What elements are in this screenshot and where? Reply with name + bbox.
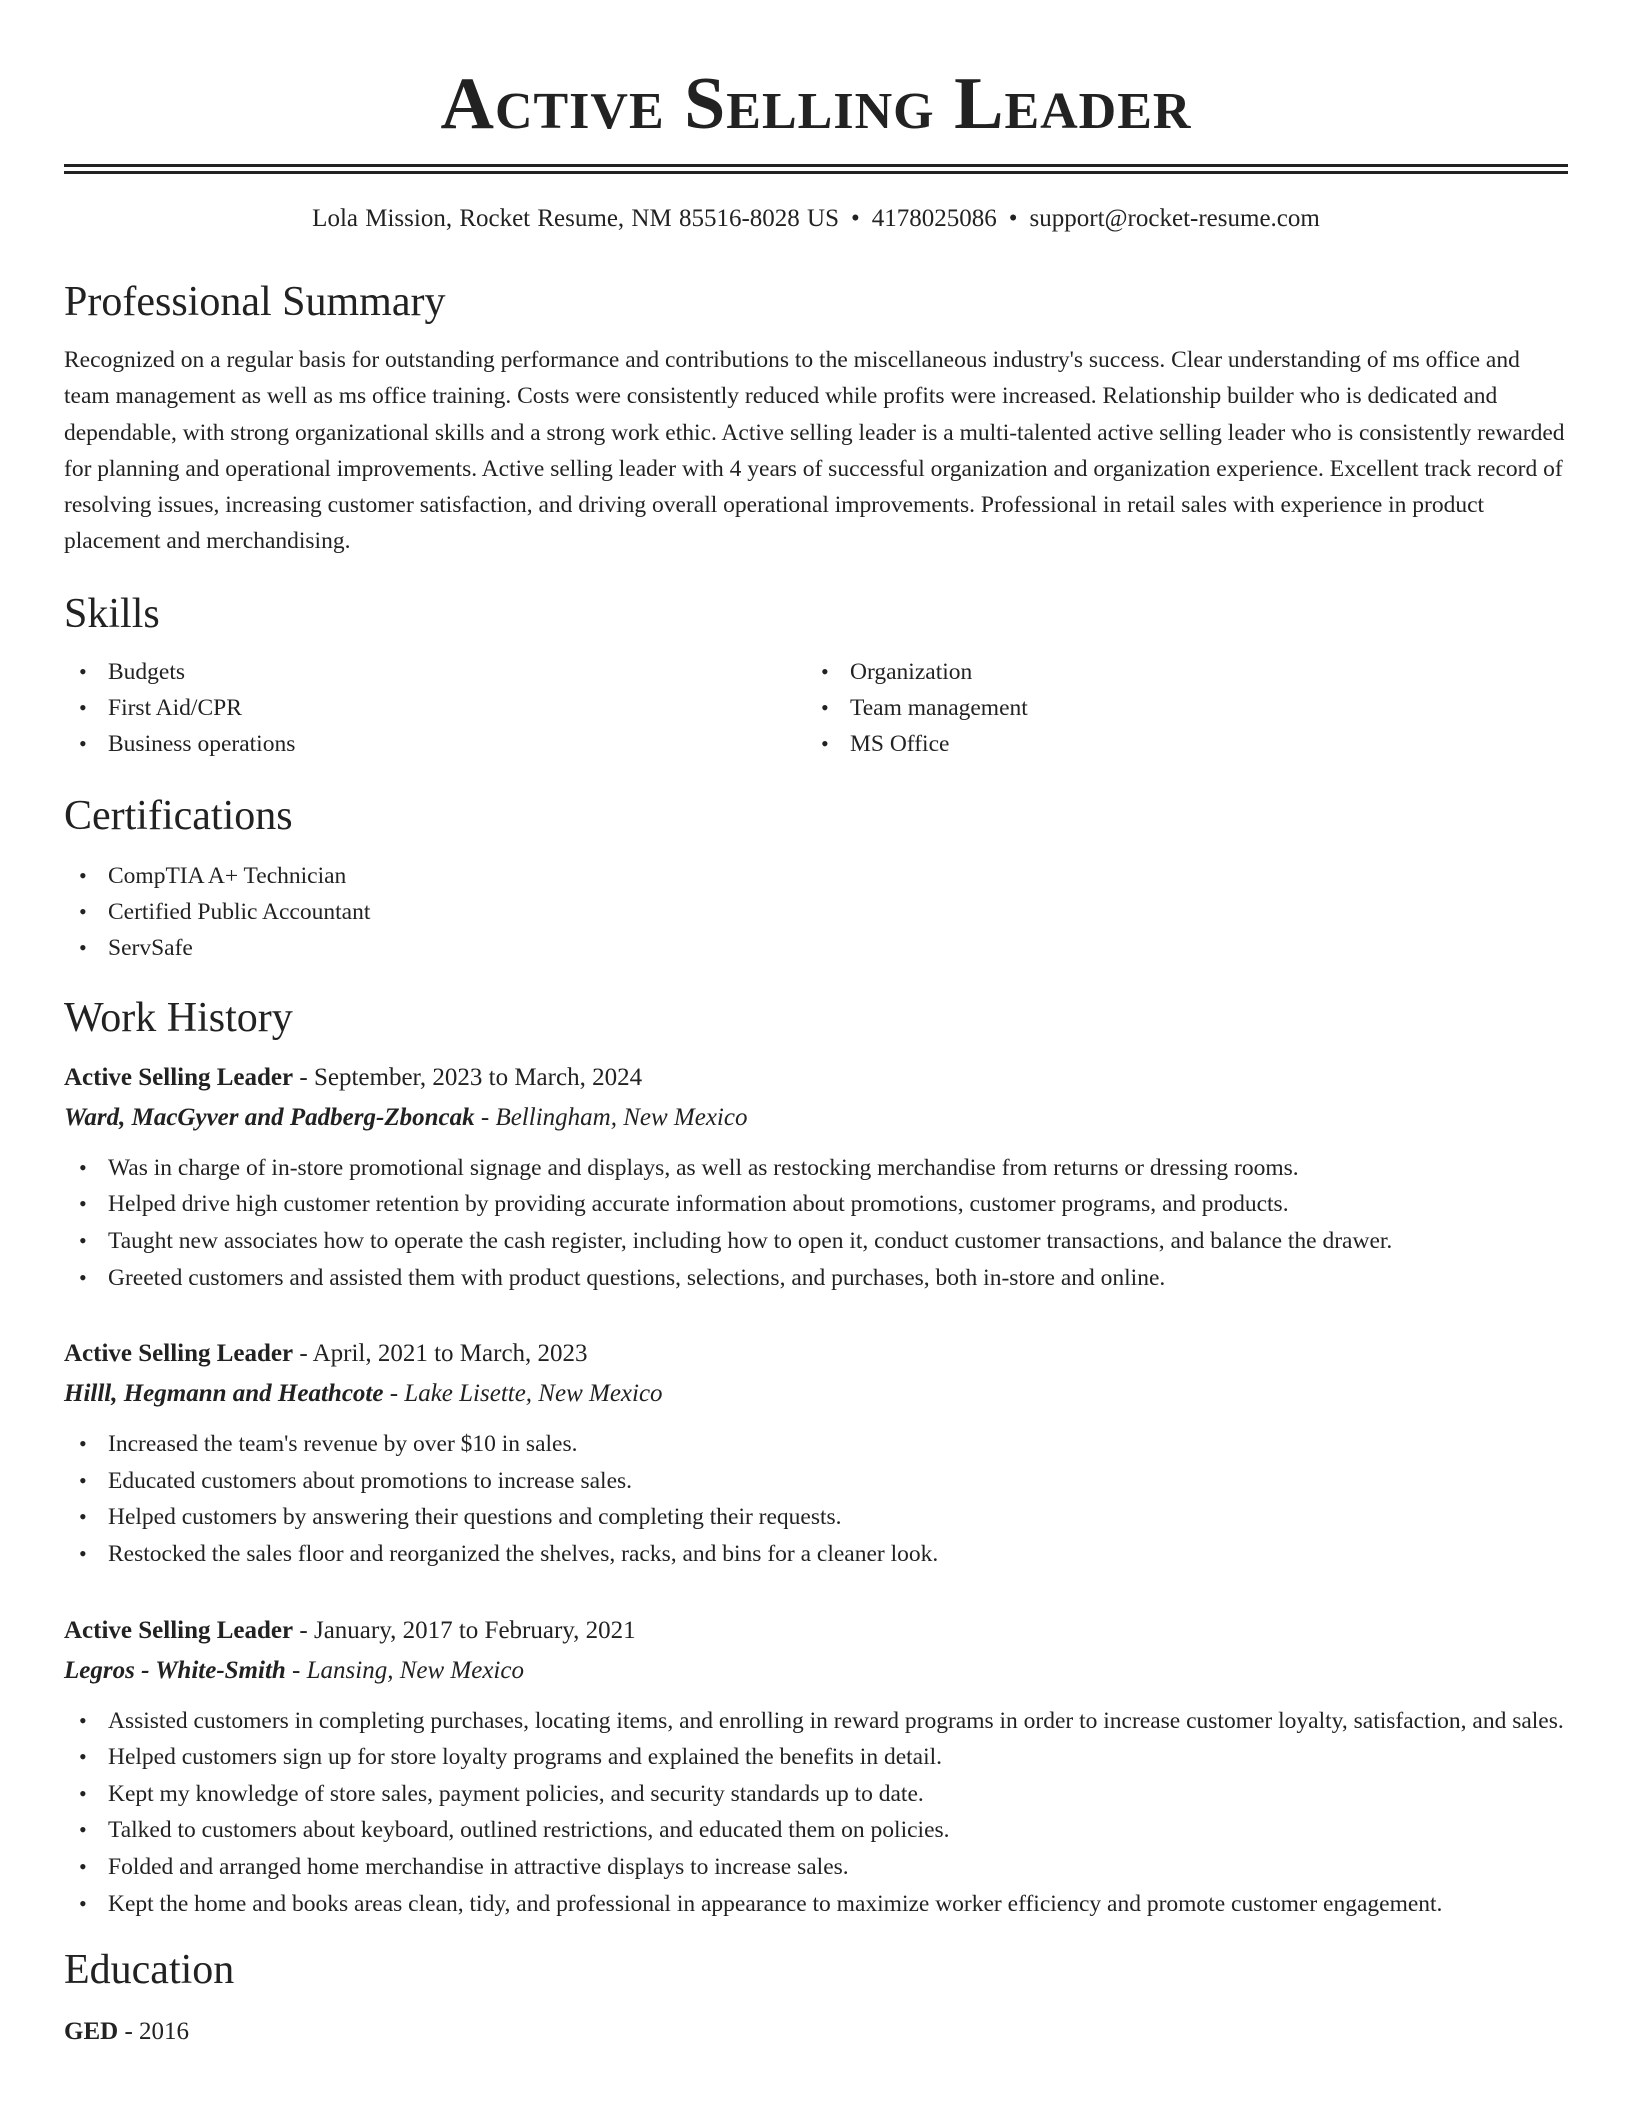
company-name: Hilll, Hegmann and Heathcote [64, 1380, 384, 1408]
job-title: Active Selling Leader [64, 1063, 294, 1091]
company-location: Lansing, New Mexico [306, 1656, 524, 1684]
duty-item: • Helped customers by answering their questions and completing their requests. [64, 1499, 1568, 1536]
duty-item: • Kept my knowledge of store sales, payment policies, and security standards up to date. [64, 1776, 1568, 1813]
education-heading: Education [64, 1947, 235, 1994]
certification-item: • Certified Public Accountant [64, 894, 1568, 930]
job-title: Active Selling Leader [64, 1340, 294, 1368]
skills-list [64, 654, 1568, 762]
education-entry: GED - 2016 [64, 2018, 190, 2046]
job-title: Active Selling Leader [64, 1616, 294, 1644]
summary-heading: Professional Summary [64, 279, 446, 325]
duty-item: • Helped customers sign up for store loyalty programs and explained the benefits in detail. [64, 1739, 1568, 1776]
company-name: Ward, MacGyver and Padberg-Zboncak [64, 1103, 475, 1131]
company-location: Lake Lisette, New Mexico [404, 1380, 663, 1408]
work-history-heading: Work History [64, 994, 293, 1041]
duty-item: • Greeted customers and assisted them with product questions, selections, and purchases, both in-store and online. [64, 1260, 1568, 1297]
contact-line [64, 202, 1568, 236]
duty-item: • Helped drive high customer retention by providing accurate information about promotions, customer programs, and products. [64, 1186, 1568, 1223]
job-title-line: Active Selling Leader - January, 2017 to February, 2021 [64, 1616, 636, 1644]
company-line: Legros - White-Smith - Lansing, New Mexico [64, 1656, 524, 1684]
skill-item: • First Aid/CPR [64, 690, 806, 726]
duty-item: • Kept the home and books areas clean, tidy, and professional in appearance to maximize worker efficiency and promote customer engagement. [64, 1886, 1568, 1923]
skill-item: • Organization [806, 654, 1548, 690]
job-dates: April, 2021 to March, 2023 [312, 1340, 588, 1368]
skill-item: • Business operations [64, 726, 806, 762]
skill-item: • MS Office [806, 726, 1548, 762]
summary-text: Recognized on a regular basis for outstanding performance and contributions to the miscellaneous industry's success. Clear understanding of ms office and team management as well as ms office training. Costs were consistently reduced while profits were increased. Relationship builder who is dedicated and dependable, with strong organizational skills and a strong work ethic. Active selling leader is a multi-talented active selling leader who is consistently rewarded for planning and operational improvements. Active selling leader with 4 years of successful organization and organization experience. Excellent track record of resolving issues, increasing customer satisfaction, and driving overall operational improvements. Professional in retail sales with experience in product placement and merchandising. [64, 347, 1565, 555]
resume-title: Active Selling Leader [440, 63, 1192, 145]
resume-page [64, 0, 1568, 2050]
job-duties [64, 1426, 1568, 1572]
certification-item: • ServSafe [64, 930, 1568, 966]
education-degree: GED [64, 2018, 119, 2046]
job-entry [64, 1611, 1568, 1923]
duty-item: • Taught new associates how to operate the cash register, including how to open it, conduct customer transactions, and balance the drawer. [64, 1223, 1568, 1260]
certification-item: • CompTIA A+ Technician [64, 858, 1568, 894]
job-entry [64, 1334, 1568, 1572]
certifications-heading: Certifications [64, 792, 293, 839]
contact-address: Lola Mission, Rocket Resume, NM 85516-8028 US [312, 205, 839, 232]
skills-column-left [64, 654, 806, 762]
job-title-line: Active Selling Leader - April, 2021 to March, 2023 [64, 1340, 588, 1368]
duty-item: • Restocked the sales floor and reorganized the shelves, racks, and bins for a cleaner look. [64, 1536, 1568, 1573]
title-divider [64, 164, 1568, 174]
job-dates: September, 2023 to March, 2024 [313, 1063, 643, 1091]
duty-item: • Talked to customers about keyboard, outlined restrictions, and educated them on policies. [64, 1812, 1568, 1849]
skills-heading: Skills [64, 590, 160, 637]
contact-separator: • [1008, 205, 1018, 232]
job-duties [64, 1703, 1568, 1923]
contact-phone: 4178025086 [871, 205, 997, 232]
company-line: Ward, MacGyver and Padberg-Zboncak - Bellingham, New Mexico [64, 1103, 748, 1131]
education-year: 2016 [139, 2018, 190, 2046]
company-name: Legros - White-Smith [64, 1656, 286, 1684]
skill-item: • Budgets [64, 654, 806, 690]
company-line: Hilll, Hegmann and Heathcote - Lake Lisette, New Mexico [64, 1380, 663, 1408]
duty-item: • Was in charge of in-store promotional signage and displays, as well as restocking merchandise from returns or dressing rooms. [64, 1150, 1568, 1187]
job-duties [64, 1150, 1568, 1296]
job-entry [64, 1058, 1568, 1296]
company-location: Bellingham, New Mexico [495, 1103, 748, 1131]
job-title-line: Active Selling Leader - September, 2023 to March, 2024 [64, 1063, 643, 1091]
skills-column-right [806, 654, 1548, 762]
contact-email: support@rocket-resume.com [1029, 205, 1320, 232]
duty-item: • Assisted customers in completing purchases, locating items, and enrolling in reward programs in order to increase customer loyalty, satisfaction, and sales. [64, 1703, 1568, 1740]
skill-item: • Team management [806, 690, 1548, 726]
duty-item: • Folded and arranged home merchandise in attractive displays to increase sales. [64, 1849, 1568, 1886]
job-dates: January, 2017 to February, 2021 [313, 1616, 636, 1644]
duty-item: • Increased the team's revenue by over $10 in sales. [64, 1426, 1568, 1463]
duty-item: • Educated customers about promotions to increase sales. [64, 1463, 1568, 1500]
certifications-list [64, 858, 1568, 966]
contact-separator: • [851, 205, 860, 232]
